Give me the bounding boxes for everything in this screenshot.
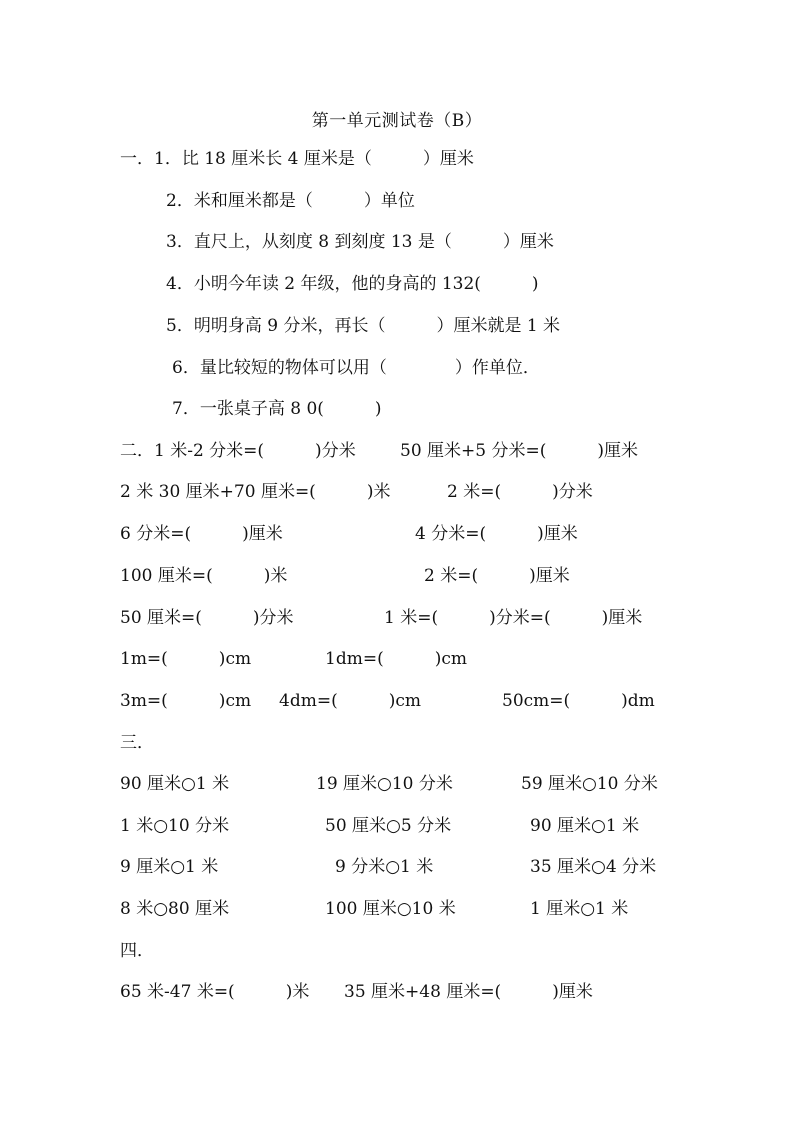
compare-item: 90 厘米○1 米 — [530, 816, 640, 836]
section-4-heading: 四． — [120, 941, 154, 961]
section-3-heading: 三． — [120, 733, 154, 753]
conversion-item: 6 分米=( )厘米 — [120, 524, 283, 544]
compare-item: 19 厘米○10 分米 — [316, 774, 453, 794]
question-1: 一．1．比 18 厘米长 4 厘米是（ ）厘米 — [120, 149, 474, 169]
conversion-item: 100 厘米=( )米 — [120, 566, 288, 586]
question-6: 6．量比较短的物体可以用（ ）作单位． — [172, 358, 540, 378]
conversion-item: 1 米=( )分米=( )厘米 — [384, 608, 643, 628]
compare-item: 1 厘米○1 米 — [530, 899, 629, 919]
compare-item: 35 厘米○4 分米 — [530, 857, 657, 877]
compare-item: 8 米○80 厘米 — [120, 899, 230, 919]
compare-item: 100 厘米○10 米 — [325, 899, 456, 919]
conversion-item: 2 米 30 厘米+70 厘米=( )米 — [120, 482, 391, 502]
conversion-item: 1m=( )cm — [120, 649, 252, 669]
conversion-item: 50 厘米+5 分米=( )厘米 — [400, 441, 639, 461]
compare-item: 59 厘米○10 分米 — [521, 774, 658, 794]
compare-item: 1 米○10 分米 — [120, 816, 230, 836]
question-5: 5．明明身高 9 分米，再长（ ）厘米就是 1 米 — [166, 316, 561, 336]
calculation-item: 65 米-47 米=( )米 — [120, 982, 310, 1002]
conversion-item: 4 分米=( )厘米 — [415, 524, 578, 544]
question-4: 4．小明今年读 2 年级，他的身高的 132( ) — [166, 274, 539, 294]
compare-item: 50 厘米○5 分米 — [325, 816, 452, 836]
conversion-item: 2 米=( )厘米 — [424, 566, 570, 586]
conversion-item: 4dm=( )cm — [279, 691, 421, 711]
question-2: 2．米和厘米都是（ ）单位 — [166, 191, 415, 211]
conversion-item: 50 厘米=( )分米 — [120, 608, 294, 628]
conversion-item: 50cm=( )dm — [502, 691, 655, 711]
page-title: 第一单元测试卷（B） — [311, 111, 483, 131]
conversion-item: 3m=( )cm — [120, 691, 252, 711]
question-3: 3．直尺上，从刻度 8 到刻度 13 是（ ）厘米 — [166, 232, 554, 252]
conversion-item: 1dm=( )cm — [325, 649, 467, 669]
conversion-item: 2 米=( )分米 — [447, 482, 593, 502]
calculation-item: 35 厘米+48 厘米=( )厘米 — [344, 982, 593, 1002]
compare-item: 9 分米○1 米 — [335, 857, 434, 877]
compare-item: 9 厘米○1 米 — [120, 857, 219, 877]
compare-item: 90 厘米○1 米 — [120, 774, 230, 794]
question-7: 7．一张桌子高 8 0( ) — [172, 399, 382, 419]
conversion-item: 二．1 米-2 分米=( )分米 — [120, 441, 356, 461]
